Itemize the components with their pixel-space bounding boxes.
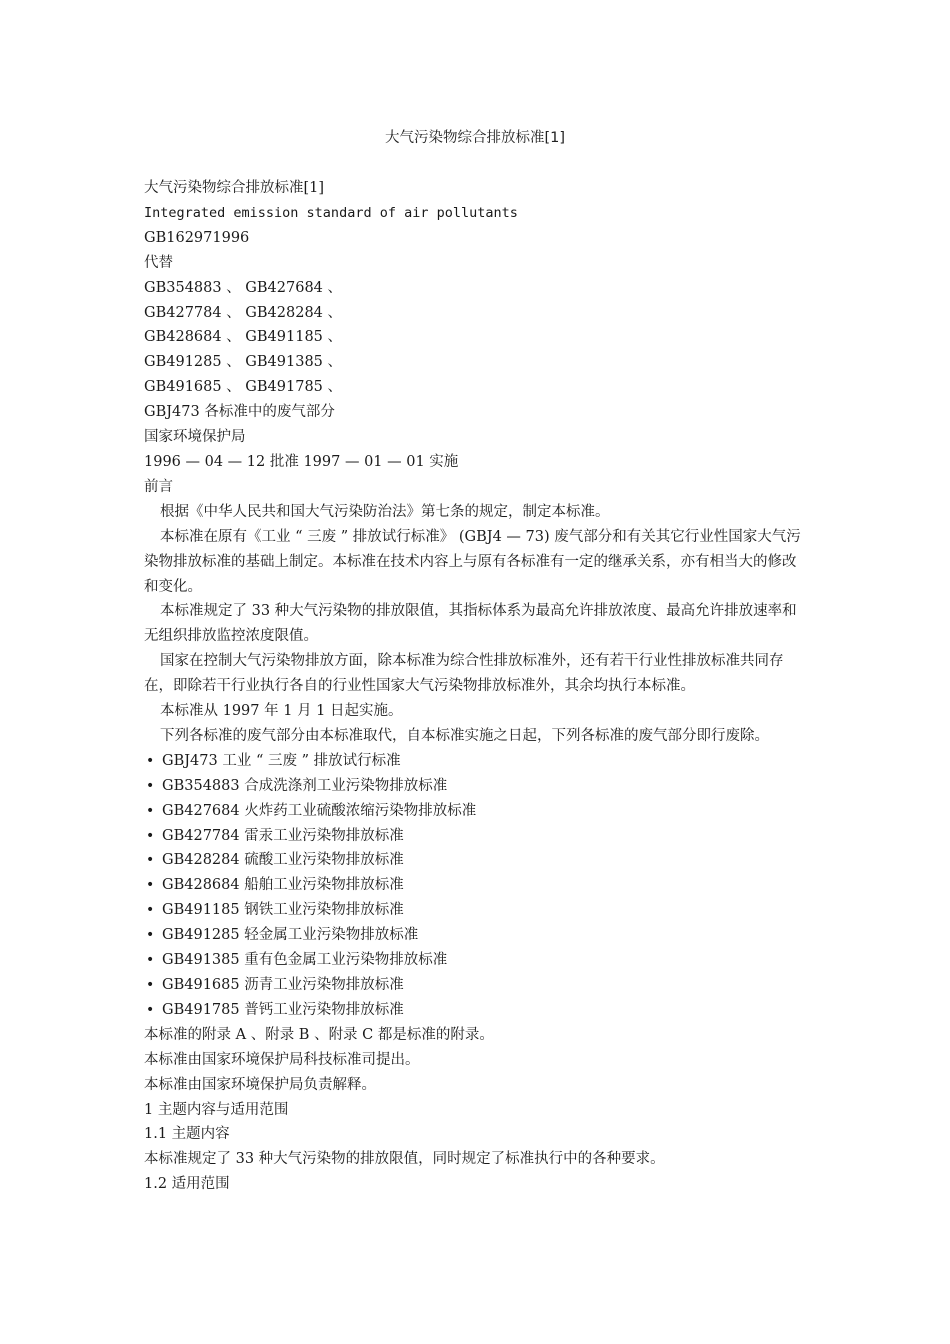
list-item-text: GB428684 船舶工业污染物排放标准 bbox=[162, 877, 404, 894]
list-item-text: GB354883 合成洗涤剂工业污染物排放标准 bbox=[162, 777, 448, 794]
replaced-line: GBJ473 各标准中的废气部分 bbox=[144, 404, 335, 421]
closing-line: 本标准的附录 A 、附录 B 、附录 C 都是标准的附录。 bbox=[144, 1026, 494, 1043]
replaces-label: 代替 bbox=[144, 254, 173, 271]
list-item bbox=[144, 749, 804, 774]
closing-line: 本标准由国家环境保护局科技标准司提出。 bbox=[144, 1051, 420, 1068]
list-item-text: GB491785 普钙工业污染物排放标准 bbox=[162, 1001, 404, 1018]
foreword-paragraph: 国家在控制大气污染物排放方面，除本标准为综合性排放标准外，还有若干行业性排放标准共同存在，即除若干行业执行各自的行业性国家大气污染物排放标准外，其余均执行本标准。 bbox=[144, 653, 784, 695]
list-item bbox=[144, 799, 804, 824]
standard-code: GB162971996 bbox=[144, 229, 250, 246]
english-name: Integrated emission standard of air pollutants bbox=[144, 204, 518, 221]
list-item bbox=[144, 873, 804, 898]
bullet-icon: • bbox=[146, 1001, 155, 1018]
list-item-text: GB491385 重有色金属工业污染物排放标准 bbox=[162, 952, 448, 969]
subsection-heading: 1.2 适用范围 bbox=[144, 1176, 230, 1193]
list-item bbox=[144, 824, 804, 849]
foreword-paragraph: 本标准规定了 33 种大气污染物的排放限值，其指标体系为最高允许排放浓度、最高允许排放速率和无组织排放监控浓度限值。 bbox=[144, 603, 797, 645]
list-item bbox=[144, 948, 804, 973]
bullet-icon: • bbox=[146, 977, 155, 993]
list-item bbox=[144, 998, 804, 1023]
replaced-line: GB491685 、 GB491785 、 bbox=[144, 379, 343, 396]
list-item-text: GBJ473 工业 “ 三废 ” 排放试行标准 bbox=[162, 752, 401, 769]
list-item-text: GB427784 雷汞工业污染物排放标准 bbox=[162, 827, 404, 844]
foreword-paragraph: 本标准从 1997 年 1 月 1 日起实施。 bbox=[160, 703, 403, 720]
bullet-icon: • bbox=[146, 802, 155, 819]
closing-line: 本标准由国家环境保护局负责解释。 bbox=[144, 1076, 376, 1093]
replaced-line: GB491285 、 GB491385 、 bbox=[144, 354, 343, 371]
bullet-icon: • bbox=[146, 952, 155, 969]
superseded-list bbox=[144, 749, 804, 1023]
bullet-icon: • bbox=[146, 902, 155, 919]
page-title: 大气污染物综合排放标准[1] bbox=[384, 130, 566, 146]
replaced-line: GB354883 、 GB427684 、 bbox=[144, 279, 343, 296]
bullet-icon: • bbox=[146, 852, 155, 869]
section-heading: 1 主题内容与适用范围 bbox=[144, 1101, 289, 1118]
list-item bbox=[144, 848, 804, 873]
subsection-text: 本标准规定了 33 种大气污染物的排放限值，同时规定了标准执行中的各种要求。 bbox=[144, 1151, 665, 1168]
bullet-icon: • bbox=[146, 927, 155, 944]
replaced-line: GB428684 、 GB491185 、 bbox=[144, 329, 343, 346]
bullet-icon: • bbox=[146, 877, 155, 894]
dates: 1996 — 04 — 12 批准 1997 — 01 — 01 实施 bbox=[144, 453, 459, 470]
foreword-heading: 前言 bbox=[144, 478, 173, 495]
list-item-text: GB428284 硫酸工业污染物排放标准 bbox=[162, 852, 404, 869]
issuer: 国家环境保护局 bbox=[144, 429, 246, 446]
foreword-paragraph: 根据《中华人民共和国大气污染防治法》第七条的规定，制定本标准。 bbox=[160, 503, 610, 520]
list-item-text: GB491685 沥青工业污染物排放标准 bbox=[162, 977, 404, 993]
list-item-text: GB491285 轻金属工业污染物排放标准 bbox=[162, 927, 419, 944]
document-body bbox=[144, 176, 804, 1197]
replaced-line: GB427784 、 GB428284 、 bbox=[144, 304, 343, 321]
list-item bbox=[144, 898, 804, 923]
foreword-paragraph: 下列各标准的废气部分由本标准取代，自本标准实施之日起，下列各标准的废气部分即行废除。 bbox=[160, 727, 769, 744]
bullet-icon: • bbox=[146, 827, 155, 844]
list-item-text: GB427684 火炸药工业硫酸浓缩污染物排放标准 bbox=[162, 802, 477, 819]
subsection-heading: 1.1 主题内容 bbox=[144, 1126, 230, 1143]
list-item bbox=[144, 923, 804, 948]
bullet-icon: • bbox=[146, 752, 155, 769]
list-item-text: GB491185 钢铁工业污染物排放标准 bbox=[162, 902, 404, 919]
standard-name: 大气污染物综合排放标准[1] bbox=[144, 180, 325, 196]
list-item bbox=[144, 774, 804, 799]
foreword-paragraph: 本标准在原有《工业 “ 三废 ” 排放试行标准》 (GBJ4 — 73) 废气部分和有关其它行业性国家大气污染物排放标准的基础上制定。本标准在技术内容上与原有各标准有一定的继承关系，亦有相当大的修改和变化。 bbox=[144, 528, 801, 595]
bullet-icon: • bbox=[146, 777, 155, 794]
list-item bbox=[144, 973, 804, 998]
